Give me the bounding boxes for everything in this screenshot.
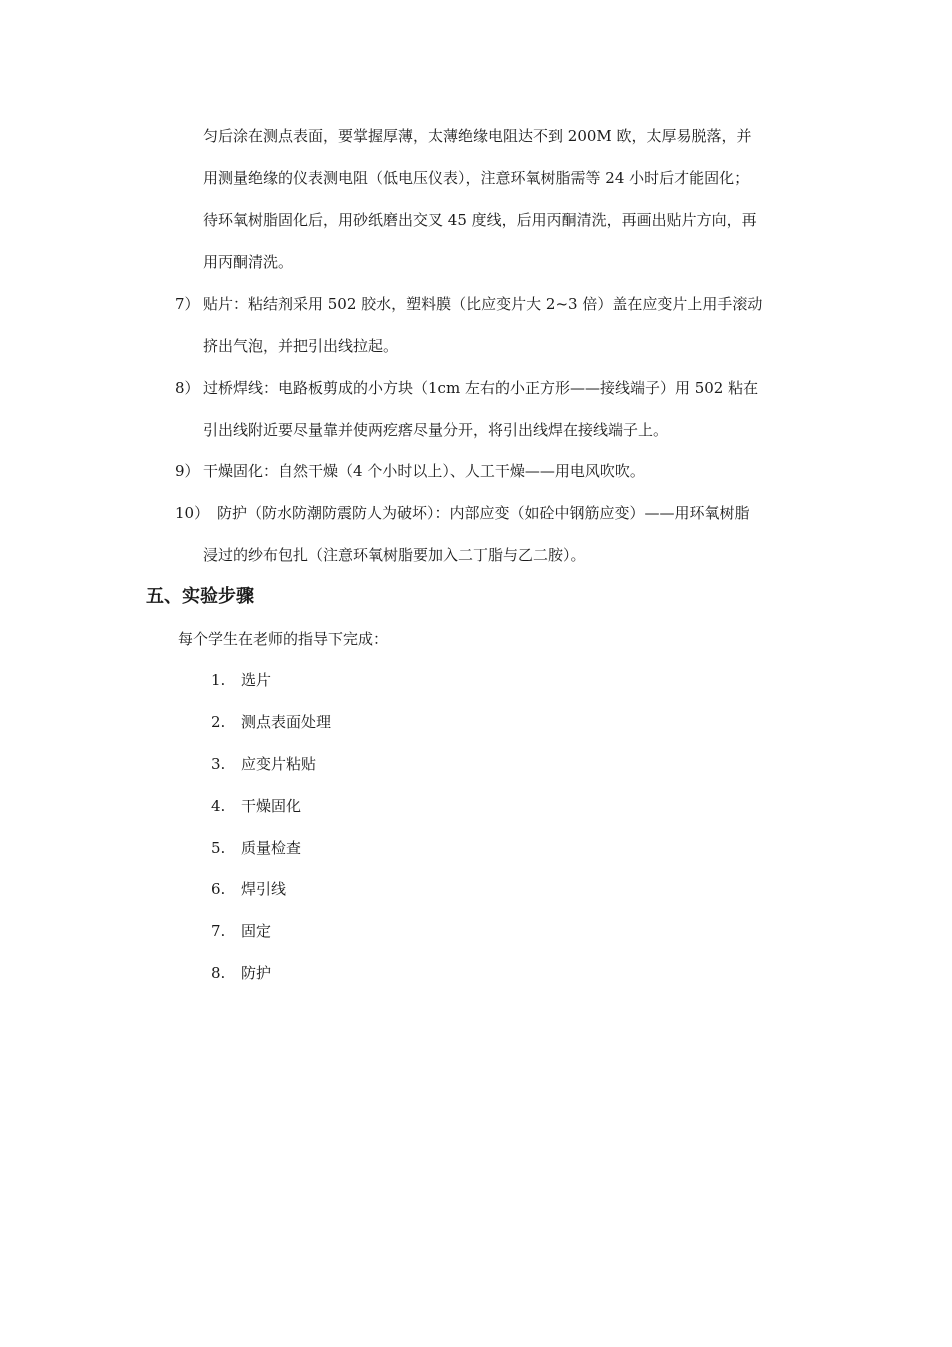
step-text: 测点表面处理 [241, 713, 332, 731]
step-text: 应变片粘贴 [241, 755, 317, 773]
item-text: 防护（防水防潮防震防人为破坏）：内部应变（如砼中钢筋应变）——用环氧树脂 [217, 504, 750, 522]
item-text: 干燥固化：自然干燥（4 个小时以上）、人工干燥——用电风吹吹。 [203, 462, 645, 480]
step-item [211, 963, 271, 983]
step-item [211, 754, 316, 774]
step-number: 6. [211, 880, 226, 898]
step-text: 质量检查 [241, 839, 302, 857]
list-item-8 [175, 378, 758, 398]
step-text: 干燥固化 [241, 797, 302, 815]
step-item [211, 712, 331, 732]
step-text: 固定 [241, 922, 272, 940]
step-number: 8. [211, 964, 226, 982]
list-item-7 [175, 294, 762, 314]
step-number: 4. [211, 797, 226, 815]
section-intro: 每个学生在老师的指导下完成： [178, 630, 389, 648]
step-number: 3. [211, 755, 226, 773]
paragraph-line: 匀后涂在测点表面，要掌握厚薄，太薄绝缘电阻达不到 200M 欧，太厚易脱落，并 [203, 127, 752, 145]
list-item-10-continuation: 浸过的纱布包扎（注意环氧树脂要加入二丁脂与乙二胺）。 [203, 546, 586, 564]
list-item-7-continuation: 挤出气泡，并把引出线拉起。 [203, 337, 399, 355]
step-text: 焊引线 [241, 880, 287, 898]
step-item [211, 921, 271, 941]
step-number: 5. [211, 839, 226, 857]
step-number: 7. [211, 922, 226, 940]
step-item [211, 879, 286, 899]
step-item [211, 796, 301, 816]
item-text: 贴片：粘结剂采用 502 胶水，塑料膜（比应变片大 2~3 倍）盖在应变片上用手滚动 [203, 295, 763, 313]
item-number: 8） [175, 379, 200, 397]
list-item-10 [175, 503, 750, 523]
list-item-9 [175, 461, 645, 481]
item-text: 过桥焊线：电路板剪成的小方块（1cm 左右的小正方形——接线端子）用 502 粘在 [203, 379, 759, 397]
step-text: 防护 [241, 964, 272, 982]
step-item [211, 838, 301, 858]
item-number: 7） [175, 295, 200, 313]
section-heading: 五、实验步骤 [146, 586, 254, 607]
step-text: 选片 [241, 671, 272, 689]
item-number: 10） [175, 504, 210, 522]
step-number: 2. [211, 713, 226, 731]
paragraph-line: 用丙酮清洗。 [203, 253, 294, 271]
paragraph-line: 用测量绝缘的仪表测电阻（低电压仪表），注意环氧树脂需等 24 小时后才能固化； [203, 169, 750, 187]
step-number: 1. [211, 671, 226, 689]
step-item [211, 670, 271, 690]
paragraph-line: 待环氧树脂固化后，用砂纸磨出交叉 45 度线，后用丙酮清洗，再画出贴片方向，再 [203, 211, 757, 229]
list-item-8-continuation: 引出线附近要尽量靠并使两疙瘩尽量分开，将引出线焊在接线端子上。 [203, 421, 669, 439]
item-number: 9） [175, 462, 200, 480]
